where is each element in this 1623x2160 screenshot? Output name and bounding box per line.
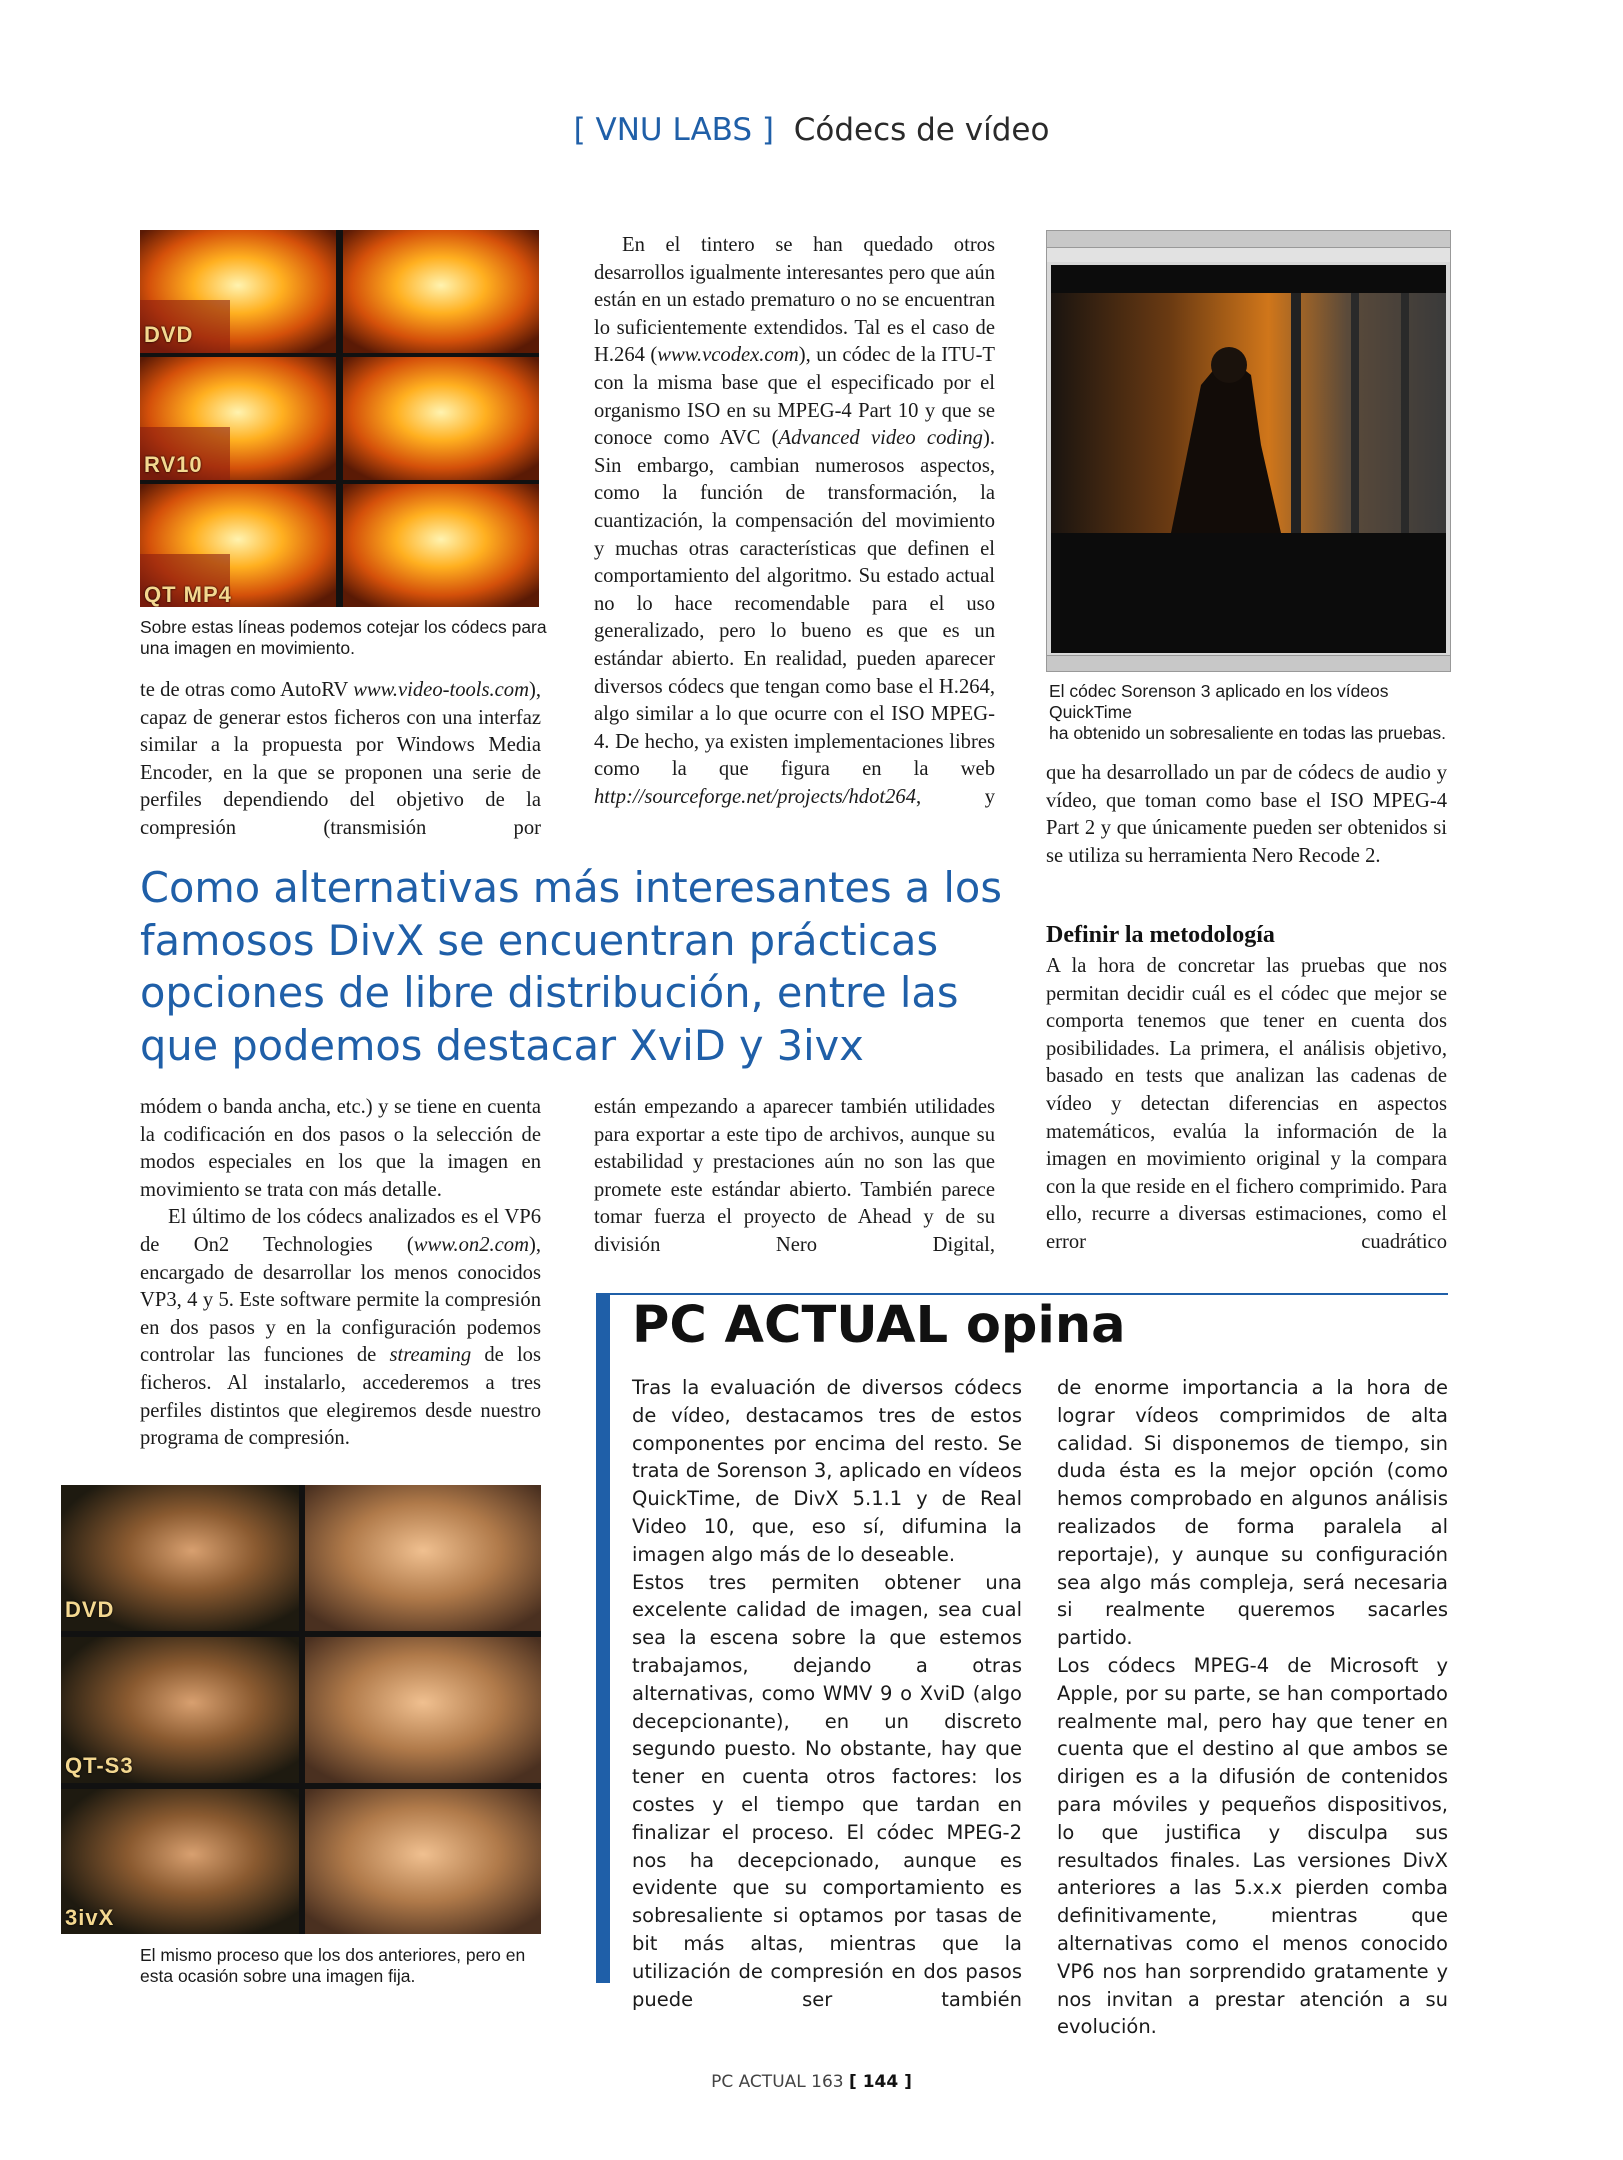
sidebar-left-paragraph-1: Tras la evaluación de diversos códecs de vídeo, destacamos tres de estos componentes por encima del resto. Se trata de Sorenson 3, aplicado en vídeos QuickTime, de DivX 5.1.1 y de Real Video 10, que, eso sí, difumina la imagen algo más de lo deseable. bbox=[632, 1376, 1022, 1566]
avc-expansion: Advanced video coding bbox=[778, 427, 983, 450]
sidebar-right-paragraph-2: Los códecs MPEG-4 de Microsoft y Apple, por su parte, se han comportado realmente mal, pero hay que tener en cuenta que el destino al que ambos se dirigen es a la difusión de contenidos para móviles y pequeños dispositivos, lo que justifica y disculpa sus resultados finales. Las versiones DivX anteriores a las 5.x.x pierden comba definitivamente, mientras que alternativas como el menos conocido VP6 nos han sorprendido gratamente y nos invitan a prestar atención a su evolución. bbox=[1057, 1653, 1448, 2039]
sidebar-right-column bbox=[1057, 1374, 1448, 2041]
footer-bracket-close: ] bbox=[898, 2072, 912, 2092]
sidebar-accent-bar bbox=[596, 1293, 610, 1983]
figure2-caption bbox=[1049, 681, 1469, 744]
col1-bottom-paragraph-2: El último de los códecs analizados es el VP6 de On2 Technologies (www.on2.com), encargado de desarrollar los menos conocidos VP3, 4 y 5. Este software permite la compresión en dos pasos y en la configuración podemos controlar las funciones de streaming de los ficheros. Al instalarlo, accederemos a tres perfiles distintos que elegiremos desde nuestro programa de compresión. bbox=[140, 1206, 541, 1450]
label-qt-mp4: QT MP4 bbox=[144, 582, 232, 607]
url-on2: www.on2.com bbox=[413, 1233, 529, 1256]
col2-top-text bbox=[594, 232, 995, 811]
methodology-paragraph: A la hora de concretar las pruebas que nos permitan decidir cuál es el códec que mejor se comporta tenemos que tener en cuenta dos posibilidades. La primera, el análisis objetivo, basado en tests que analizan las cadenas de vídeo y detectan diferencias en aspectos matemáticos, evalúa la información de la imagen en movimiento original y la compara con la que reside en el fichero comprimido. Para ello, recurre a diversas estimaciones, como el error cuadrático bbox=[1046, 955, 1447, 1253]
url-sourceforge: http://sourceforge.net/projects/hdot264 bbox=[594, 785, 917, 808]
figure1-caption bbox=[140, 617, 560, 659]
quicktime-video-frame bbox=[1051, 265, 1446, 653]
fire-grid-graphic bbox=[140, 230, 539, 607]
label-rv10: RV10 bbox=[144, 452, 203, 477]
methodology-heading: Definir la metodología bbox=[1046, 922, 1275, 948]
sidebar-right-paragraph-1: de enorme importancia a la hora de lograr vídeos comprimidos de alta calidad. Si disponemos de tiempo, sin duda ésta es la mejor opción (como hemos comprobado en algunos análisis realizados de forma paralela al reportaje), y aunque su configuración sea algo más compleja, será necesaria si realmente queremos sacarles partido. bbox=[1057, 1376, 1448, 1650]
section-bracket-open: [ bbox=[573, 112, 596, 148]
window-status-bar bbox=[1047, 655, 1450, 672]
quicktime-screenshot-image bbox=[1046, 230, 1451, 672]
article-title: Códecs de vídeo bbox=[793, 112, 1050, 148]
pull-quote: Como alternativas más interesantes a los famosos DivX se encuentran prácticas opciones de libre distribución, entre las que podemos destacar XviD y 3ivx bbox=[140, 863, 1002, 1070]
figure3-caption-line: El mismo proceso que los dos anteriores, pero en bbox=[140, 1945, 526, 1965]
figure1-caption-line: Sobre estas líneas podemos cotejar los códecs para bbox=[140, 617, 547, 637]
sidebar-title: PC ACTUAL opina bbox=[632, 1296, 1126, 1355]
footer-magazine: PC ACTUAL 163 bbox=[711, 2072, 844, 2092]
label-dvd: DVD bbox=[144, 322, 194, 347]
col1-top-paragraph: te de otras como AutoRV www.video-tools.com), capaz de generar estos ficheros con una interfaz similar a la propuesta por Windows Media Encoder, en la que se proponen una serie de perfiles dependiendo del objetivo de la compresión (transmisión por bbox=[140, 679, 541, 839]
label-dvd: DVD bbox=[65, 1597, 115, 1622]
sidebar-top-rule bbox=[596, 1293, 1448, 1295]
window-title-bar bbox=[1047, 231, 1450, 248]
url-vcodex: www.vcodex.com bbox=[657, 344, 799, 367]
figure3-caption bbox=[140, 1945, 560, 1987]
section-bracket-close: ] bbox=[752, 112, 774, 148]
col2-top-paragraph: En el tintero se han quedado otros desarrollos igualmente interesantes pero que aún están en un estado prematuro o no se encuentran lo suficientemente extendidos. Tal es el caso de H.264 (www.vcodex.com), un códec de la ITU-T con la misma base que el especificado por el organismo ISO en su MPEG-4 Part 10 y que se conoce como AVC (Advanced video coding). Sin embargo, cambian numerosos aspectos, como la función de transformación, la cuantización, la compensación del movimiento y muchas otras características que definen el comportamiento del algoritmo. Su estado actual no lo hace recomendable para el uso generalizado, pero lo bueno es que es un estándar abierto. En realidad, pueden aparecer diversos códecs que tengan como base el H.264, algo similar a lo que ocurre con el ISO MPEG-4. De hecho, ya existen implementaciones libres como la que figura en la web http://sourceforge.net/projects/hdot264, y bbox=[594, 234, 996, 808]
col1-bottom-paragraph-1: módem o banda ancha, etc.) y se tiene en cuenta la codificación en dos pasos o la selección de modos especiales en los que la imagen en movimiento se trata con más detalle. bbox=[140, 1096, 541, 1201]
figure2-caption-line: ha obtenido un sobresaliente en todas las pruebas. bbox=[1049, 723, 1446, 743]
col2-bottom-paragraph: están empezando a aparecer también utilidades para exportar a este tipo de archivos, aunque su estabilidad y prestaciones aún no son las que promete este estándar abierto. También parece tomar fuerza el proyecto de Ahead y de su división Nero Digital, bbox=[594, 1096, 995, 1256]
sidebar-left-column bbox=[632, 1374, 1022, 2013]
col3-top-paragraph: que ha desarrollado un par de códecs de audio y vídeo, que toman como base el ISO MPEG-4 Part 2 y que únicamente pueden ser obtenidos si se utiliza su herramienta Nero Recode 2. bbox=[1046, 762, 1447, 867]
sidebar-left-paragraph-2: Estos tres permiten obtener una excelente calidad de imagen, sea cual sea la escena sobre la que estemos trabajamos, dejando a otras alternativas, como WMV 9 o XviD (algo decepcionante), en un discreto segundo puesto. No obstante, hay que tener en cuenta otros factores: los costes y el tiempo que tardan en finalizar el proceso. El códec MPEG-2 nos ha decepcionado, aunque es evidente que su comportamiento es sobresaliente si optamos por tasas de bit más altas, mientras que la utilización de compresión en dos pasos puede ser también bbox=[632, 1570, 1022, 2011]
label-3ivx: 3ivX bbox=[65, 1905, 115, 1930]
col1-bottom-text bbox=[140, 1094, 541, 1453]
col2-bottom-text bbox=[594, 1094, 995, 1260]
page-number: 144 bbox=[862, 2072, 899, 2092]
faces-comparison-image bbox=[61, 1485, 541, 1934]
methodology-text bbox=[1046, 953, 1447, 1257]
page-footer bbox=[0, 2072, 1623, 2092]
col3-top-text bbox=[1046, 760, 1447, 870]
label-qt-s3: QT-S3 bbox=[65, 1753, 134, 1778]
streaming-term: streaming bbox=[389, 1344, 472, 1367]
section-label: VNU LABS bbox=[595, 112, 753, 148]
faces-grid-graphic bbox=[61, 1485, 541, 1934]
url-video-tools: www.video-tools.com bbox=[353, 679, 529, 701]
figure1-caption-line: una imagen en movimiento. bbox=[140, 638, 355, 658]
figure2-caption-line: El códec Sorenson 3 aplicado en los vídeos QuickTime bbox=[1049, 681, 1389, 722]
figure3-caption-line: esta ocasión sobre una imagen fija. bbox=[140, 1966, 416, 1986]
fire-comparison-image bbox=[140, 230, 539, 607]
footer-bracket-open: [ bbox=[849, 2072, 863, 2092]
running-header bbox=[0, 112, 1623, 148]
col1-top-text bbox=[140, 677, 541, 843]
window-menu-bar bbox=[1047, 248, 1450, 262]
